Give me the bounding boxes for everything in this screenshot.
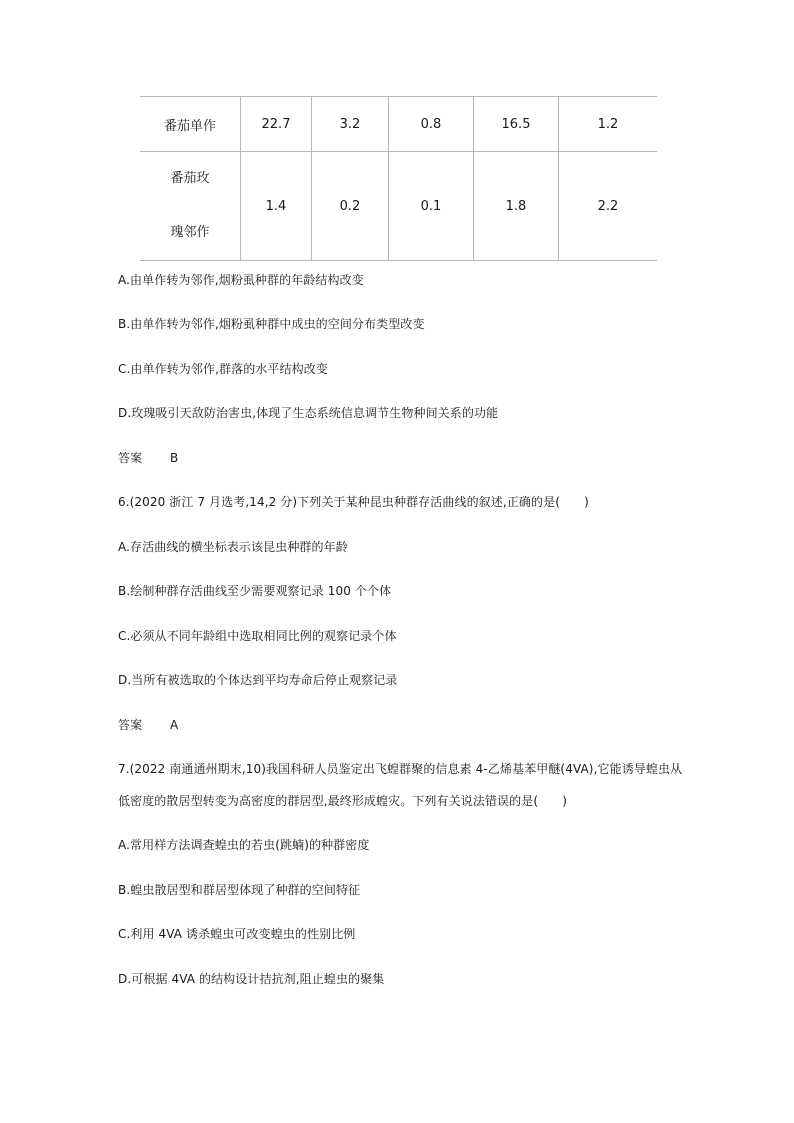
q6-option-a: A.存活曲线的横坐标表示该昆虫种群的年龄 [118,540,348,554]
table-cell: 0.1 [389,152,474,261]
table-cell: 1.8 [474,152,559,261]
row-label [140,152,241,261]
table-cell: 0.8 [389,97,474,152]
answer-label: 答案 [118,718,143,732]
q7-option-a: A.常用样方法调查蝗虫的若虫(跳蝻)的种群密度 [118,838,370,852]
table-cell: 3.2 [312,97,389,152]
table-cell: 0.2 [312,152,389,261]
q6-option-b: B.绘制种群存活曲线至少需要观察记录 100 个个体 [118,584,392,598]
q5-option-a: A.由单作转为邻作,烟粉虱种群的年龄结构改变 [118,273,364,287]
q7-option-b: B.蝗虫散居型和群居型体现了种群的空间特征 [118,883,361,897]
answer-value: B [170,451,179,465]
table-row [140,97,657,152]
q7-option-c: C.利用 4VA 诱杀蝗虫可改变蝗虫的性别比例 [118,927,356,941]
table-cell: 22.7 [241,97,312,152]
table-cell: 16.5 [474,97,559,152]
data-table [140,96,657,261]
q6-stem: 6.(2020 浙江 7 月选考,14,2 分)下列关于某种昆虫种群存活曲线的叙述,正确的是( ) [118,495,589,509]
q7-stem-line2: 低密度的散居型转变为高密度的群居型,最终形成蝗灾。下列有关说法错误的是( ) [118,794,568,808]
q5-option-d: D.玫瑰吸引天敌防治害虫,体现了生态系统信息调节生物种间关系的功能 [118,406,499,420]
table-cell: 1.4 [241,152,312,261]
q6-option-d: D.当所有被选取的个体达到平均寿命后停止观察记录 [118,673,398,687]
q5-option-c: C.由单作转为邻作,群落的水平结构改变 [118,362,328,376]
answer-label: 答案 [118,451,143,465]
q7-option-d: D.可根据 4VA 的结构设计拮抗剂,阻止蝗虫的聚集 [118,972,385,986]
row-label: 番茄单作 [140,97,241,152]
q5-option-b: B.由单作转为邻作,烟粉虱种群中成虫的空间分布类型改变 [118,317,425,331]
q6-answer [118,716,178,733]
table-cell: 1.2 [559,97,658,152]
q7-stem-line1: 7.(2022 南通通州期末,10)我国科研人员鉴定出飞蝗群聚的信息素 4-乙烯基苯甲醚(4VA),它能诱导蝗虫从 [118,762,683,776]
q5-answer [118,449,178,466]
row-label-line: 瑰邻作 [170,225,210,240]
table-cell: 2.2 [559,152,658,261]
row-label-line: 番茄玫 [170,171,210,186]
q6-option-c: C.必须从不同年龄组中选取相同比例的观察记录个体 [118,629,397,643]
table-row [140,152,657,261]
answer-value: A [170,718,179,732]
